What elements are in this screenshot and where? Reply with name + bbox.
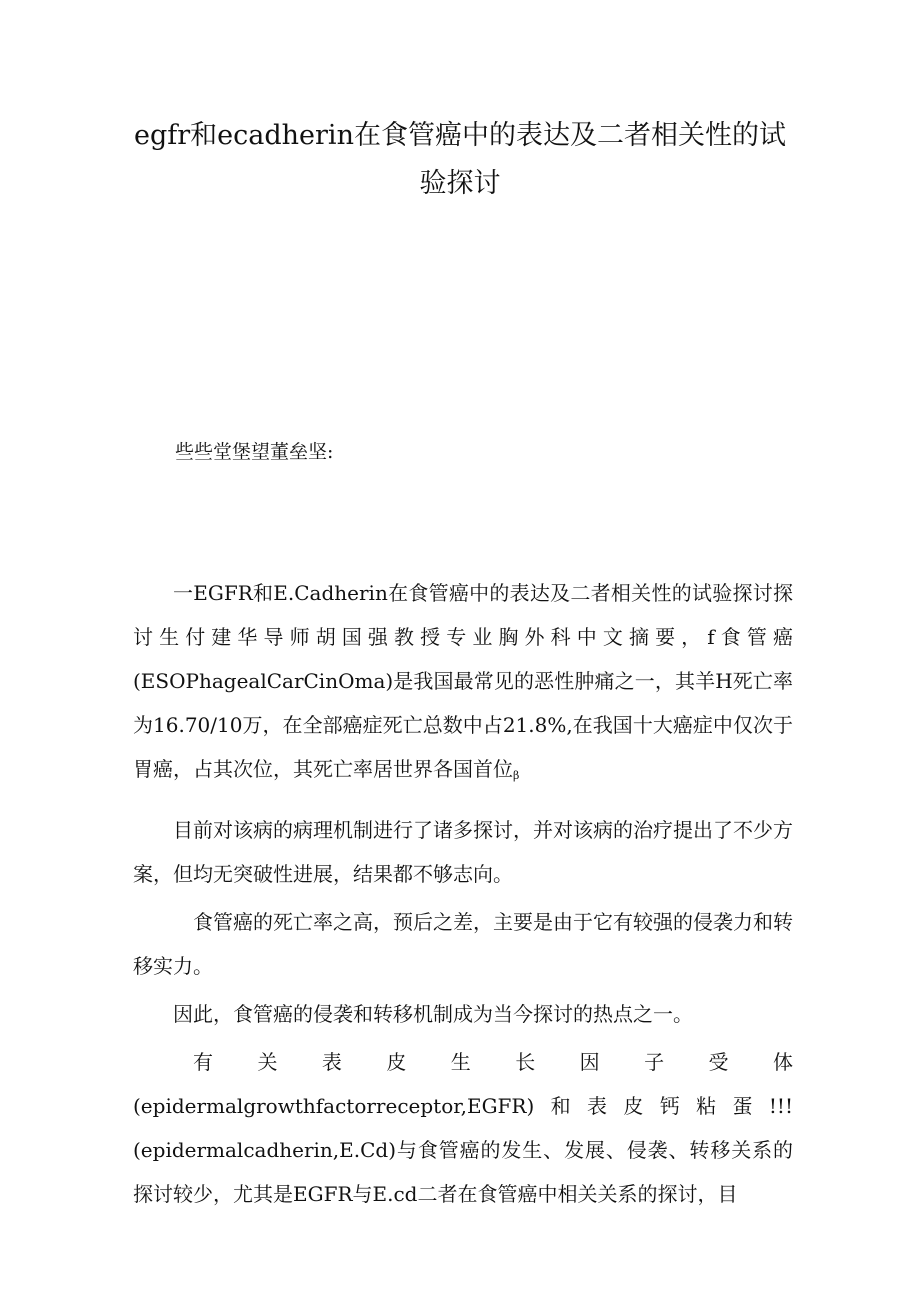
- document-title-line-2: 验探讨: [419, 168, 501, 199]
- paragraph: 食管癌的死亡率之高，预后之差，主要是由于它有较强的侵袭力和转移实力。: [133, 910, 793, 978]
- paragraph: 目前对该病的病理机制进行了诸多探讨，并对该病的治疗提出了不少方案，但均无突破性进展，结果都不够志向。: [133, 818, 793, 886]
- document-body: [133, 571, 793, 1220]
- paragraph: 有关表皮生长因子受体(epidermalgrowthfactorreceptor,EGFR)和表皮钙粘蛋!!!(epidermalcadherin,E.Cd)与食管癌的发生、发展、侵袭、转移关系的探讨较少，尤其是EGFR与E.cd二者在食管癌中相关关系的探讨，目: [133, 1050, 793, 1206]
- document-title-line-1: egfr和ecadherin在食管癌中的表达及二者相关性的试: [134, 120, 786, 151]
- paragraph: 因此，食管癌的侵袭和转移机制成为当今探讨的热点之一。: [173, 1002, 693, 1026]
- author-line: 些些堂堡望董垒坚:: [175, 441, 334, 463]
- paragraph-abstract-subscript: β: [513, 769, 520, 782]
- document-title: [120, 112, 800, 208]
- paragraph-abstract: [133, 571, 793, 798]
- paragraph-abstract-text: 一EGFR和E.Cadherin在食管癌中的表达及二者相关性的试验探讨探讨生付建华导师胡国强教授专业胸外科中文摘要，f食管癌(ESOPhagealCarCinOma)是我国最常见的恶性肿痛之一，其羊H死亡率为16.70/10万，在全部癌症死亡总数中占21.8%,在我国十大癌症中仅次于胃癌，占其次位，其死亡率居世界各国首位: [133, 581, 793, 781]
